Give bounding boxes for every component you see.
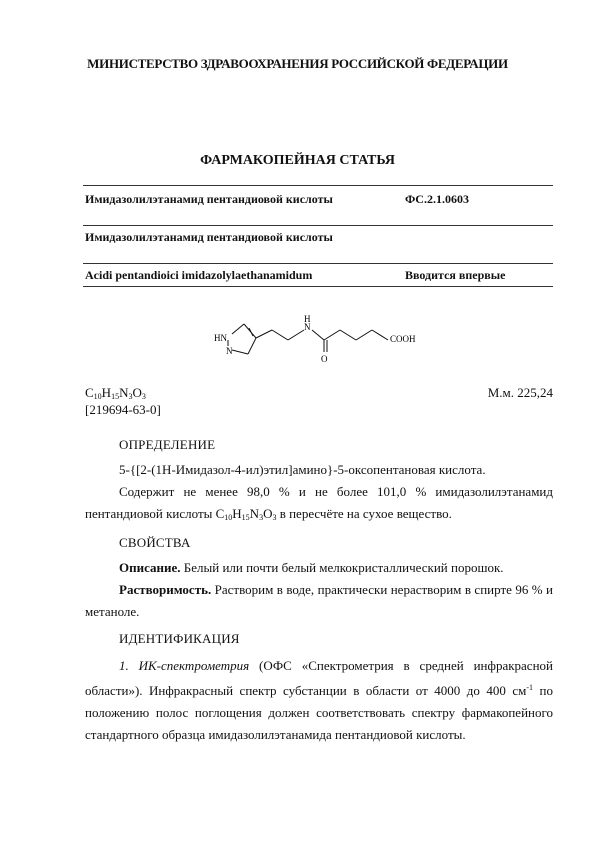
- molecular-mass: М.м. 225,24: [487, 385, 553, 400]
- definition-heading: ОПРЕДЕЛЕНИЕ: [119, 437, 216, 452]
- molecular-formula: $C_{10}H_{15}N_3O_3$: [85, 385, 146, 401]
- document-title: ФАРМАКОПЕЙНАЯ СТАТЬЯ: [200, 153, 395, 168]
- amide-h-label: H: [304, 314, 311, 324]
- hn-label: HN: [214, 333, 227, 343]
- identification-heading: ИДЕНТИФИКАЦИЯ: [119, 631, 240, 646]
- solubility: Растворимость. Растворим в воде, практически нерастворим в спирте 96 % и метаноле.: [85, 582, 553, 619]
- table-rule-1: [83, 225, 553, 226]
- cooh-label: COOH: [390, 334, 416, 344]
- ir-spectrometry: 1. ИК-спектрометрия (ОФС «Спектрометрия в средней инфракрасной области»). Инфракрасный спектр субстанции в области от 4000 до 400 $см^{-1}$ по положению полос поглощения должен соответствовать спектру фармакопейного стандартного образца имидазолилэтанамида пентандиовой кислоты.: [85, 658, 553, 742]
- chemical-name: 5-{[2-(1Н-Имидазол-4-ил)этил]амино}-5-оксопентановая кислота.: [119, 462, 486, 477]
- table-rule-top: [83, 185, 553, 186]
- properties-block: [85, 557, 553, 623]
- structural-formula: [200, 310, 440, 370]
- amide-n-label: N: [304, 322, 311, 332]
- properties-heading: СВОЙСТВА: [119, 535, 191, 550]
- definition-block: [85, 459, 553, 529]
- monograph-code: ФС.2.1.0603: [405, 192, 469, 206]
- monograph-name-latin: Acidi pentandioici imidazolylaethanamidum: [85, 268, 313, 282]
- ministry-header: МИНИСТЕРСТВО ЗДРАВООХРАНЕНИЯ РОССИЙСКОЙ ФЕДЕРАЦИИ: [87, 56, 508, 71]
- table-rule-2: [83, 263, 553, 264]
- identification-block: [85, 655, 553, 746]
- monograph-name-ru-2: Имидазолилэтанамид пентандиовой кислоты: [85, 230, 333, 244]
- cas-number: [219694-63-0]: [85, 402, 161, 417]
- content-statement: Содержит не менее 98,0 % и не более 101,0 % имидазолилэтанамид пентандиовой кислоты $C_{10}H_{15}N_3O_3$ в пересчёте на сухое вещество.: [85, 484, 553, 522]
- ring-n-label: N: [226, 346, 233, 356]
- monograph-name-ru: Имидазолилэтанамид пентандиовой кислоты: [85, 192, 333, 206]
- table-rule-bottom: [83, 286, 553, 287]
- description: Описание. Белый или почти белый мелкокристаллический порошок.: [119, 560, 504, 575]
- monograph-status: Вводится впервые: [405, 268, 506, 282]
- carbonyl-o-label: O: [321, 354, 328, 364]
